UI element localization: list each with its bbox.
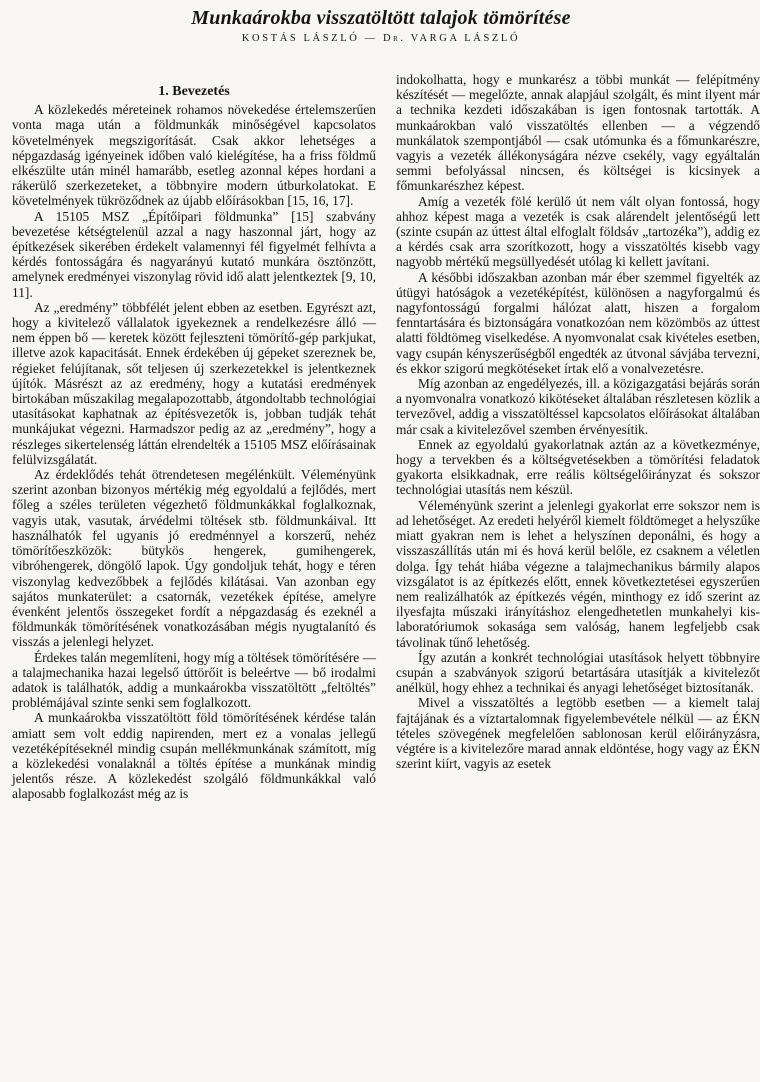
- paragraph: A közlekedés méreteinek rohamos növekedése értelemszerűen vonta maga után a földmunkák minőségével kapcsolatos követelmények megszigorítását. Csak akkor lehetséges a népgazdaság igényeinek időben való kielégítése, ha a friss földmű elkészülte után minél hamarább, esetleg azonnal képes hordani a rákerülő szerkezeteket, a többnyire modern útburkolatokat. E követelmények tükröződnek az újabb előírásokban [15, 16, 17].: [12, 102, 376, 209]
- paragraph: Érdekes talán megemlíteni, hogy míg a töltések tömörítésére — a talajmechanika hazai legelső úttörőit is beleértve — bő irodalmi adatok is találhatók, addig a munkaárokba visszatöltött „feltöltés” problémájával szinte senki sem foglalkozott.: [12, 649, 376, 711]
- paragraph: A 15105 MSZ „Építőipari földmunka” [15] szabvány bevezetése kétségtelenül azzal a nagy haszonnal járt, hogy az építkezések sikerében érdekelt valamennyi fél figyelmét felhívta a kérdés fontosságára és nagyarányú kutató munkára ösztönzött, amelynek eredményei viszonylag rövid idő alatt jelentkeztek [9, 10, 11].: [12, 208, 376, 300]
- paragraph: Míg azonban az engedélyezés, ill. a közigazgatási bejárás során a nyomvonalra vonatkozó kikötéseket általában részletesen közlik a tervezővel, addig a visszatöltéssel kapcsolatos előírásokat általában már csak a kivitelezővel szemben érvényesítik.: [396, 376, 760, 437]
- paragraph: Véleményünk szerint a jelenlegi gyakorlat erre sokszor nem is ad lehetőséget. Az eredeti helyéről kiemelt földtömeget a helyszűke miatt gyakran nem is lehet a helyszínen deponálni, és hogy a visszaszállítás után mi és hová kerül belőle, ez csaknem a véletlen dolga. Így tehát hiába végezne a talajmechanikus bármily alapos vizsgálatot is az építkezés előtt, ennek következtetései egyszerűen nem realizálhatók az építkezés végén, minthogy ez idő szerint az ilyesfajta műszaki irányításhoz elengedhetetlen munkahelyi kis-laboratóriumok sokasága sem valóság, hanem legfeljebb csak távolinak tűnő lehetőség.: [396, 497, 760, 650]
- paragraph-continued: indokolhatta, hogy e munkarész a többi munkát — felépítmény készítését — megelőzte, annak alapjául szolgált, és mint ilyent már a technika kezdeti időszakában is igen fontosnak tartották. A munkaárokban való visszatöltés ellenben — a végzendő munkálatok szempontjából — csak utómunka és a főmunkarészre, vagyis a vezeték állékonyságára nézve csekély, vagy egyáltalán semmi befolyással nincsen, és költségei is kicsinyek a főmunkarészhez képest.: [396, 72, 760, 194]
- paragraph: Az érdeklődés tehát ötrendetesen megélénkült. Véleményünk szerint azonban bizonyos mértékig még egyoldalú a fejlődés, mert főleg a széles területen végezhető földmunkákkal foglalkoznak, vagyis utak, vasutak, árvédelmi töltések stb. földmunkáival. Itt használhatók fel ugyanis jó eredménnyel a korszerű, nehéz tömörítőeszközök: bütykös hengerek, gumihengerek, vibróhengerek, döngölő lapok. Úgy gondoljuk tehát, hogy e téren viszonylag kedvezőbbek a fejlődés kilátásai. Van azonban egy sajátos munkaterület: a csatornák, vezetékek építése, amelyre évenként jelentős összegeket fordít a népgazdaság és ezeknél a földmunkák tömörítésének vonatkozásában mégis nyugtalanító és visszás a jelenlegi helyzet.: [12, 467, 376, 650]
- article-title: Munkaárokba visszatöltött talajok tömörítése: [191, 7, 571, 29]
- paragraph: Amíg a vezeték fölé kerülő út nem vált olyan fontossá, hogy ahhoz képest maga a vezeték is csak alárendelt jelentőségű lett (szinte csupán az úttest által elfoglalt földsáv „tartozéka”), addig ez a kérdés csak arra szorítkozott, hogy a visszatöltés kisebb vagy nagyobb mértékű megsüllyedését utólag ki kellett javítani.: [396, 193, 760, 270]
- paragraph: Az „eredmény” többfélét jelent ebben az esetben. Egyrészt azt, hogy a kivitelező vállalatok igyekeznek a rendelkezésre álló — nem éppen bő — keretek között fejleszteni tömörítő-gép parkjukat, illetve azok kapacitását. Ennek érdekében új gépeket szereznek be, régieket felújítanak, sőt teljesen új szerkezetekkel is jelentkeznek újítók. Másrészt az az eredmény, hogy a kutatási eredmények birtokában műszakilag megalapozottabb, átgondoltabb technológiai utasításokat kaphatnak az építésvezetők is, jobban tudják tehát munkájukat végezni. Harmadszor pedig az az „eredmény”, hogy a részleges sikertelenség láttán elrendelték a 15105 MSZ előírásainak felülvizsgálatát.: [12, 299, 376, 467]
- section-heading: 1. Bevezetés: [158, 84, 230, 99]
- article-authors: KOSTÁS LÁSZLÓ — Dr. VARGA LÁSZLÓ: [241, 33, 521, 44]
- right-column: [396, 72, 760, 771]
- paragraph: A későbbi időszakban azonban már éber szemmel figyelték az útügyi hatóságok a vezetéképítést, különösen a nagyforgalmú és nagyfontosságú forgalmi hálózat alatt, hiszen a forgalom fenntartására és biztonságára vonatkozóan nem közömbös az úttest alatti földtömeg viselkedése. A nyomvonalat csak kivételes esetben, vagy csupán kényszerűségből engedték az útvonal sávjába tervezni, és ekkor szigorú megkötéseket írtak elő a vonalvezetésre.: [396, 269, 760, 376]
- paragraph: Ennek az egyoldalú gyakorlatnak aztán az a következménye, hogy a tervekben és a költségvetésekben a tömörítési feladatok gyakorta elsikkadnak, erre reális költségelőirányzat és sokszor technológiai utasítás nem készül.: [396, 436, 760, 498]
- left-column: [12, 84, 376, 802]
- article-body: [12, 72, 760, 1082]
- paragraph: Így azután a konkrét technológiai utasítások helyett többnyire csupán a szabványok szigorú betartására utasítják a kivitelezőt anélkül, hogy ehhez a technikai és anyagi lehetőséget biztosítanák.: [396, 649, 760, 696]
- paragraph: A munkaárokba visszatöltött föld tömörítésének kérdése talán amiatt sem volt eddig napirenden, mert ez a vonalas jellegű vezetéképítéseknél mindig csupán mellékmunkának számított, míg a közlekedési vonalaknál a töltés építése a munkának mindig jelentős része. A közlekedést szolgáló földmunkákkal való alaposabb foglalkozást még az is: [12, 710, 376, 802]
- paragraph: Mivel a visszatöltés a legtöbb esetben — a kiemelt talaj fajtájának és a víztartalomnak figyelembevétele nélkül — az ÉKN tételes szövegének megfelelően sablonosan kerül előirányzásra, végtére is a kivitelezőre marad annak eldöntése, hogy vagy az ÉKN szerint kiírt, vagyis az esetek: [396, 695, 760, 772]
